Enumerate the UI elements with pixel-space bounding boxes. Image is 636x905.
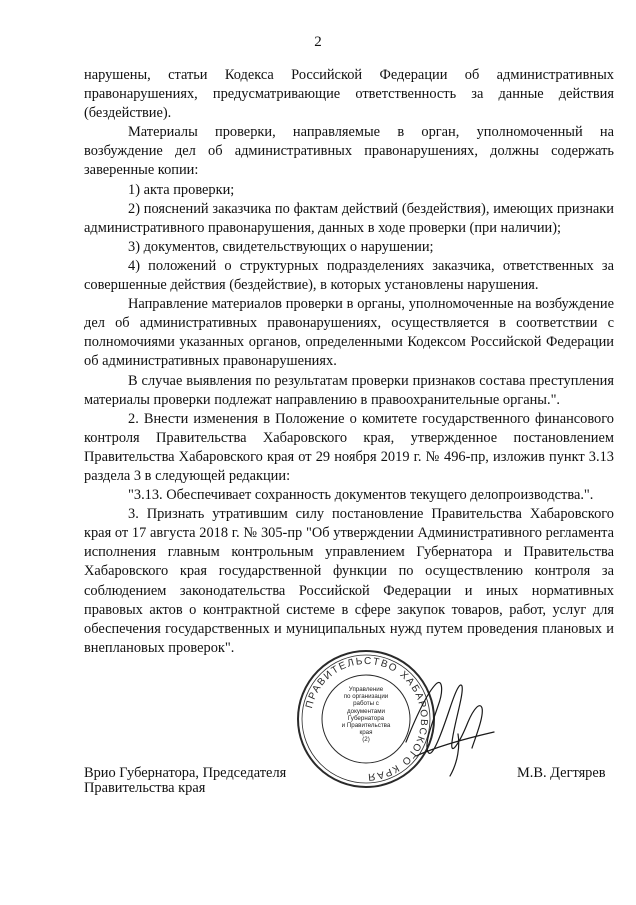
stamp-line: по организации bbox=[343, 693, 389, 701]
paragraph-materials: Материалы проверки, направляемые в орган, уполномоченный на возбуждение дел об административных правонарушениях, должны содержать заверенные копии: bbox=[84, 124, 614, 179]
stamp-line: Губернатора bbox=[347, 714, 385, 722]
stamp-line: Управление bbox=[348, 686, 384, 693]
list-item-1: 1) акта проверки; bbox=[128, 181, 235, 198]
stamp-line: работы с документами bbox=[347, 700, 385, 715]
list-item-3: 3) документов, свидетельствующих о нарушении; bbox=[128, 238, 434, 255]
paragraph-continuation: нарушены, статьи Кодекса Российской Федерации об административных правонарушениях, предусматривающие ответственность за данные действия (бездействие). bbox=[84, 67, 614, 122]
handwritten-signature bbox=[398, 672, 498, 782]
stamp-line: (2) bbox=[362, 736, 370, 744]
svg-text:ПРАВИТЕЛЬСТВО ХАБАРОВСКОГО КРА: ПРАВИТЕЛЬСТВО ХАБАРОВСКОГО КРАЯ bbox=[304, 655, 430, 783]
paragraph-direction: Направление материалов проверки в органы, уполномоченные на возбуждение дел об административных правонарушениях, осуществляется в соответствии с полномочиями указанных органов, определенными Кодексом Российской Федерации об административных правонарушениях. bbox=[84, 296, 614, 370]
signatory-position-line1: Врио Губернатора, Председателя bbox=[84, 765, 287, 781]
stamp-line: края bbox=[359, 729, 373, 737]
stamp-inner-text bbox=[337, 686, 395, 744]
clause-3: 3. Признать утратившим силу постановление Правительства Хабаровского края от 17 августа 2018 г. № 305-пр "Об утверждении Административного регламента исполнения главным контрольным управлением Губернатора и Правительства Хабаровского края государственной функции по осуществлению контроля за соблюдением законодательства Российской Федерации и иных нормативных правовых актов о контрактной системе в сфере закупок товаров, работ, услуг для обеспечения государственных и муниципальных нужд путем проведения плановых и внеплановых проверок". bbox=[84, 506, 614, 656]
stamp-line: и Правительства bbox=[341, 722, 391, 730]
list-item-2: 2) пояснений заказчика по фактам действий (бездействия), имеющих признаки административного правонарушения, данных в ходе проверки (при наличии); bbox=[84, 200, 614, 236]
signatory-name: М.В. Дегтярев bbox=[517, 765, 606, 781]
paragraph-crime: В случае выявления по результатам проверки признаков состава преступления материалы проверки подлежат направлению в правоохранительные органы.". bbox=[84, 372, 614, 408]
signatory-position-line2: Правительства края bbox=[84, 780, 206, 796]
signatory-position bbox=[84, 766, 286, 796]
page-number: 2 bbox=[314, 34, 322, 50]
list-item-4: 4) положений о структурных подразделениях заказчика, ответственных за совершенные действия (бездействие), в которых установлены нарушения. bbox=[84, 257, 614, 294]
clause-3-13: "3.13. Обеспечивает сохранность документов текущего делопроизводства.". bbox=[128, 487, 594, 504]
document-body bbox=[84, 66, 614, 658]
clause-2: 2. Внести изменения в Положение о комитете государственного финансового контроля Правительства Хабаровского края, утвержденное постановлением Правительства Хабаровского края от 29 ноября 2019 г. № 496-пр, изложив пункт 3.13 раздела 3 в следующей редакции: bbox=[84, 410, 614, 484]
